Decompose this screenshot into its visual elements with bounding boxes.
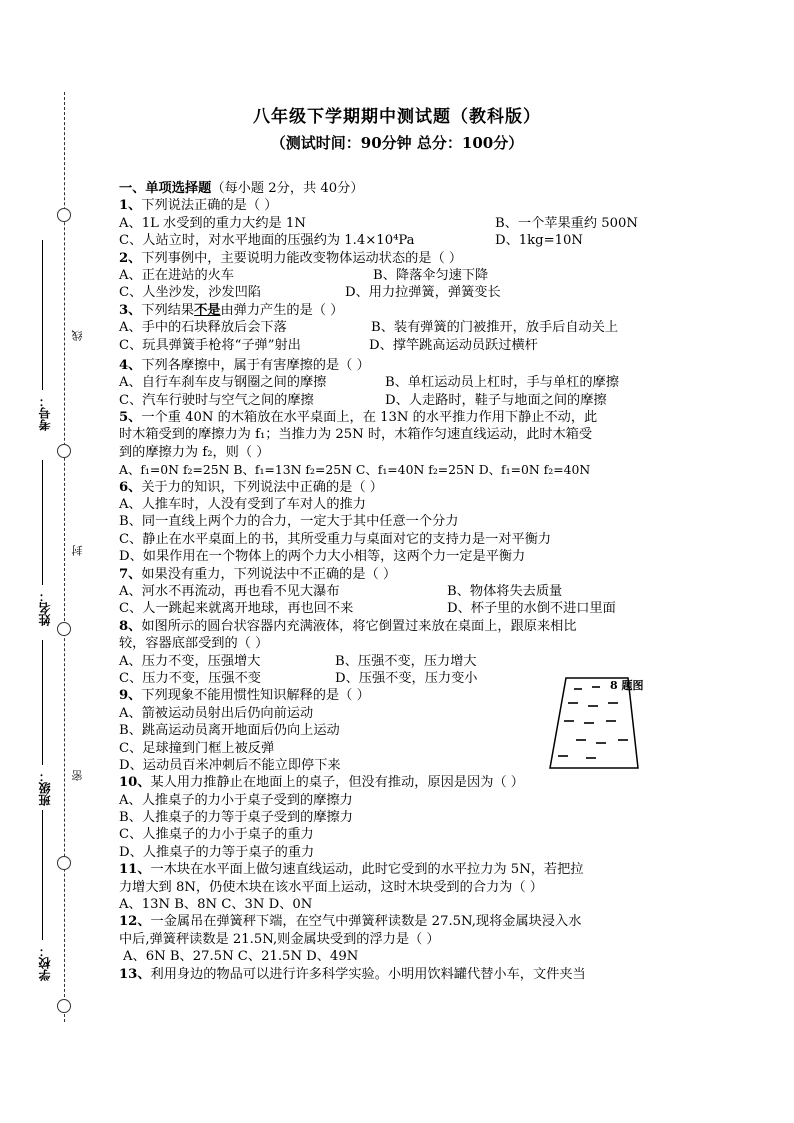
question-stem: 下列现象不能用惯性知识解释的是（ ）: [141, 688, 370, 704]
binding-hole-icon: [57, 208, 71, 222]
option-a[interactable]: A、手中的石块释放后会下落: [119, 320, 287, 336]
question-1: [119, 197, 679, 214]
figure-label: 8 题图: [610, 679, 644, 692]
question-number: 7、: [119, 566, 142, 582]
option-b[interactable]: B、物体将失去质量: [447, 583, 563, 599]
option-b[interactable]: B、人推桌子的力等于桌子受到的摩擦力: [119, 810, 353, 826]
option-row: [119, 653, 679, 670]
option-b[interactable]: B、装有弹簧的门被推开，放手后自动关上: [371, 320, 619, 336]
option-c[interactable]: C、玩具弹簧手枪将“子弹”射出: [119, 337, 301, 353]
class-blank[interactable]: [42, 640, 43, 765]
question-3: [119, 302, 679, 319]
question-number: 5、: [119, 410, 142, 426]
question-number: 11、: [119, 862, 151, 878]
question-stem: 一木块在水平面上做匀速直线运动，此时它受到的水平拉力为 5N，若把拉: [150, 862, 584, 878]
option-row: [119, 284, 679, 301]
option-d[interactable]: D、杯子里的水倒不进口里面: [447, 601, 616, 617]
option-a[interactable]: A、1L 水受到的重力大约是 1N: [119, 215, 306, 231]
option-c[interactable]: C、人站立时，对水平地面的压强约为 1.4×10⁴Pa: [119, 233, 415, 249]
section-heading: [119, 180, 679, 197]
option-row[interactable]: A、f₁=0N f₂=25N B、f₁=13N f₂=25N C、f₁=40N f₂=25N D、f₁=0N f₂=40N: [119, 462, 591, 478]
question-8: [119, 618, 679, 635]
question-11: [119, 861, 679, 878]
option-row: [119, 374, 679, 391]
question-number: 4、: [119, 357, 142, 373]
option-d[interactable]: D、人推桌子的力等于桌子的重力: [119, 844, 315, 860]
question-number: 12、: [119, 914, 151, 930]
option-d[interactable]: D、如果作用在一个物体上的两个力大小相等，这两个力一定是平衡力: [119, 549, 526, 565]
question-stem: 关于力的知识，下列说法中正确的是（ ）: [141, 479, 383, 495]
option-c[interactable]: C、人一跳起来就离开地球，再也回不来: [119, 601, 354, 617]
binding-margin: [0, 0, 110, 1123]
option-b[interactable]: B、一个苹果重约 500N: [495, 215, 638, 231]
question-number: 13、: [119, 966, 151, 982]
seal-mark-xian: 线: [71, 330, 84, 341]
question-number: 2、: [119, 250, 142, 266]
option-b[interactable]: B、同一直线上两个力的合力，一定大于其中任意一个分力: [119, 514, 459, 530]
option-a[interactable]: A、人推桌子的力小于桌子受到的摩擦力: [119, 792, 353, 808]
question-number: 1、: [119, 198, 142, 214]
question-4: [119, 357, 679, 374]
option-a[interactable]: A、正在进站的火车: [119, 267, 235, 283]
option-c[interactable]: C、汽车行驶时与空气之间的摩擦: [119, 392, 314, 408]
option-c[interactable]: C、人坐沙发，沙发凹陷: [119, 285, 261, 301]
option-d[interactable]: D、撑竿跳高运动员跃过横杆: [369, 337, 538, 353]
question-stem: 如图所示的圆台状容器内充满液体，将它倒置过来放在桌面上，跟原来相比: [141, 618, 577, 634]
school-blank[interactable]: [42, 810, 43, 940]
seal-mark-feng: 封: [71, 545, 84, 556]
question-number: 6、: [119, 479, 142, 495]
option-c[interactable]: C、静止在水平桌面上的书，其所受重力与桌面对它的支持力是一对平衡力: [119, 531, 552, 547]
binding-hole-icon: [57, 856, 71, 870]
page-title: 八年级下学期期中测试题（教科版）: [253, 107, 541, 127]
question-10: [119, 774, 679, 791]
option-d[interactable]: D、压强不变，压力变小: [335, 670, 478, 686]
question-number: 10、: [119, 775, 151, 791]
question-stem: 下列各摩擦中，属于有害摩擦的是（ ）: [141, 357, 370, 373]
option-d[interactable]: D、人走路时，鞋子与地面之间的摩擦: [385, 392, 607, 408]
question-number: 9、: [119, 688, 142, 704]
binding-hole-icon: [57, 444, 71, 458]
question-13: [119, 966, 679, 983]
question-number: 3、: [119, 302, 142, 318]
label-class: 班级：: [38, 770, 52, 806]
page-subtitle: （测试时间：90分钟 总分：100分）: [270, 134, 524, 152]
binding-dashed-line: [64, 92, 65, 1022]
question-stem: 利用身边的物品可以进行许多科学实验。小明用饮料罐代替小车，文件夹当: [150, 966, 586, 982]
question-stem: 到的摩擦力为 f₂，则（ ）: [119, 444, 270, 460]
option-a[interactable]: A、河水不再流动，再也看不见大瀑布: [119, 583, 340, 599]
option-row: [119, 267, 679, 284]
option-a[interactable]: A、人推车时，人没有受到了车对人的推力: [119, 497, 366, 513]
label-name: 姓名：: [38, 590, 52, 626]
option-c[interactable]: C、足球撞到门框上被反弹: [119, 740, 275, 756]
question-stem: 一金属吊在弹簧秤下端，在空气中弹簧秤读数是 27.5N,现将金属块浸入水: [150, 914, 582, 930]
seal-mark-mi: 密: [71, 770, 84, 781]
question-emphasis: 不是: [194, 302, 221, 318]
option-row: [119, 600, 679, 617]
exam-no-blank[interactable]: [42, 240, 43, 390]
question-12: [119, 913, 679, 930]
question-stem: 如果没有重力，下列说法中不正确的是（ ）: [141, 566, 397, 582]
question-stem: 一个重 40N 的木箱放在水平桌面上，在 13N 的水平推力作用下静止不动，此: [141, 410, 598, 426]
question-stem: 下列事例中，主要说明力能改变物体运动状态的是（ ）: [141, 250, 463, 266]
name-blank[interactable]: [42, 460, 43, 585]
question-number: 8、: [119, 618, 142, 634]
binding-hole-icon: [57, 999, 71, 1013]
question-stem: 某人用力推静止在地面上的桌子，但没有推动，原因是因为（ ）: [150, 775, 524, 791]
question-list: [119, 180, 679, 983]
option-row: [119, 232, 679, 249]
question-stem: 较，容器底部受到的（ ）: [119, 636, 269, 652]
option-b[interactable]: B、降落伞匀速下降: [373, 267, 489, 283]
option-row[interactable]: A、6N B、27.5N C、21.5N D、49N: [123, 949, 359, 965]
option-row: [119, 215, 679, 232]
question-stem: 力增大到 8N，仍使木块在该水平面上运动，这时木块受到的合力为（ ）: [119, 879, 543, 895]
option-a[interactable]: A、自行车刹车皮与钢圈之间的摩擦: [119, 375, 327, 391]
question-2: [119, 250, 679, 267]
option-row: [119, 319, 679, 336]
option-b[interactable]: B、单杠运动员上杠时，手与单杠的摩擦: [385, 375, 619, 391]
section-note: （每小题 2分，共 40分）: [211, 181, 364, 196]
option-a[interactable]: A、压力不变，压强增大: [119, 653, 261, 669]
question-stem: 中后,弹簧秤读数是 21.5N,则金属块受到的浮力是（ ）: [119, 931, 440, 947]
option-row: [119, 583, 679, 600]
option-d[interactable]: D、用力拉弹簧，弹簧变长: [345, 285, 501, 301]
question-5: [119, 409, 679, 426]
question-7: [119, 566, 679, 583]
option-a[interactable]: A、箭被运动员射出后仍向前运动: [119, 705, 314, 721]
option-b[interactable]: B、跳高运动员离开地面后仍向上运动: [119, 723, 340, 739]
option-row[interactable]: A、13N B、8N C、3N D、0N: [119, 897, 313, 913]
question-6: [119, 479, 679, 496]
label-school: 学校：: [38, 945, 52, 981]
label-exam-no: 考号：: [38, 395, 52, 431]
question-stem: 时木箱受到的摩擦力为 f₁；当推力为 25N 时，木箱作匀速直线运动，此时木箱受: [119, 427, 593, 443]
option-c[interactable]: C、人推桌子的力小于桌子的重力: [119, 827, 314, 843]
option-d[interactable]: D、运动员百米冲刺后不能立即停下来: [119, 757, 341, 773]
option-row: [119, 392, 679, 409]
option-row: [119, 337, 679, 354]
option-b[interactable]: B、压强不变，压力增大: [335, 653, 477, 669]
question-stem: 下列说法正确的是（ ）: [141, 198, 278, 214]
option-c[interactable]: C、压力不变，压强不变: [119, 670, 261, 686]
question-stem: 由弹力产生的是（ ）: [220, 302, 344, 318]
section-title: 一、单项选择题: [119, 181, 212, 196]
binding-hole-icon: [57, 622, 71, 636]
question-stem: 下列结果: [141, 302, 195, 318]
option-d[interactable]: D、1kg=10N: [495, 233, 583, 249]
